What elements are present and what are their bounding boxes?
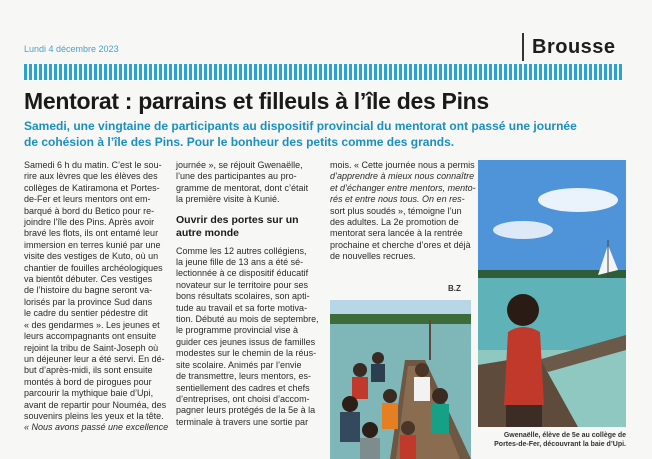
text-line: bravé les flots, ils ont entamé leur — [24, 228, 159, 239]
subheading-line: Ouvrir des portes sur un — [176, 213, 299, 226]
text-line: sentiellement des cadres et chefs — [176, 382, 310, 393]
text-line: d’entreprises, ont choisi d’accom- — [176, 393, 310, 404]
text-line: mois. « Cette journée nous a permis — [330, 160, 475, 170]
text-line: tude au travail et sa forte motiva- — [176, 302, 308, 313]
text-line: collèges de Katiramona et Portes- — [24, 182, 160, 193]
body-column-3 — [330, 160, 475, 263]
text-line: lectionnée à ce dispositif éducatif — [176, 268, 309, 279]
body-column-1 — [24, 160, 169, 434]
text-line: rire aux lèvres que les élèves des — [24, 171, 158, 182]
text-line: souvenirs pleins les yeux et la tête. — [24, 410, 164, 421]
section-stripes — [24, 64, 624, 80]
text-line: sort plus soudés », témoigne l’un — [330, 205, 462, 216]
lead-line: de cohésion à l’île des Pins. Pour le bonheur des petits comme des grands. — [24, 135, 455, 149]
text-line: « Nous avons passé une excellence — [24, 422, 169, 433]
text-line: gramme de mentorat, dont c’était — [176, 182, 309, 193]
article-lead — [24, 118, 628, 150]
text-line: l’une des participantes au pro- — [176, 171, 297, 182]
text-line: rés et entre nous tous. On en res- — [330, 194, 465, 205]
text-line: prochaine et cherche d’ores et déjà — [330, 239, 471, 250]
text-line: parcourir la mythique baie d’Upi, — [24, 388, 154, 399]
text-line: guider ces jeunes issus de familles — [176, 336, 316, 347]
text-line: modestes sur le chemin de la réus- — [176, 348, 317, 359]
text-line: lorisés par la province Sud dans — [24, 296, 153, 307]
text-line: le programme provincial vise à — [176, 325, 299, 336]
text-line: des adultes. La 2e promotion de — [330, 217, 459, 228]
bay-photo-illustration — [478, 160, 626, 427]
text-line: Comme les 12 autres collégiens, — [176, 245, 307, 256]
caption-line: Portes-de-Fer, découvrant la baie d’Upi. — [494, 441, 626, 448]
text-line: visite des vestiges de Kuto, où un — [24, 251, 159, 262]
text-line: la première visite à Kunié. — [176, 194, 280, 205]
text-line: de-Fer et leurs mentors ont em- — [24, 194, 151, 205]
text-line: joindre l’île des Pins. Après avoir — [24, 217, 155, 228]
text-line: terminale à travers une sortie par — [176, 416, 309, 427]
subheading — [176, 214, 318, 240]
text-line: et d’échanger entre mentors, mento- — [330, 182, 476, 193]
text-line: immersion en terres kunié par une — [24, 239, 161, 250]
text-line: rejoint la tribu de Saint-Joseph où — [24, 342, 159, 353]
text-line: un déjeuner leur a été servi. En dé- — [24, 353, 165, 364]
date-line: Lundi 4 décembre 2023 — [24, 44, 119, 54]
author-signature: B.Z — [448, 284, 461, 293]
photo-gwenaelle-bay — [478, 160, 626, 427]
pirogue-photo-illustration — [330, 300, 471, 459]
text-line: va bientôt débuter. Ces vestiges — [24, 274, 153, 285]
caption-line: Gwenaëlle, élève de 5e au collège de — [503, 432, 626, 439]
text-line: de l’histoire du bagne seront va- — [24, 285, 153, 296]
text-line: de transmettre, leurs mentors, es- — [176, 371, 312, 382]
text-line: mentorat sera lancée à la rentrée — [330, 228, 463, 239]
text-line: de nouvelles recrues. — [330, 251, 416, 262]
photo-caption — [480, 431, 626, 449]
text-line: pagner leurs protégés de la 5e à la — [176, 405, 316, 416]
text-line: site scolaire. Animés par l’envie — [176, 359, 302, 370]
text-line: avant de repartir pour Nouméa, des — [24, 399, 167, 410]
text-line: tion. Débuté au mois de septembre, — [176, 314, 319, 325]
text-line: but d’après-midi, ils sont ensuite — [24, 365, 153, 376]
text-line: la jeune fille de 13 ans a été sé- — [176, 257, 304, 268]
text-line: journée », se réjouit Gwenaëlle, — [176, 160, 303, 170]
article-title: Mentorat : parrains et filleuls à l’île des Pins — [24, 88, 489, 114]
section-name: Brousse — [532, 36, 616, 58]
text-line: novateur sur le territoire pour ses — [176, 279, 309, 290]
lead-line: Samedi, une vingtaine de participants au dispositif provincial du mentorat ont passé une journée — [24, 119, 577, 133]
text-line: chantier de fouilles archéologiques — [24, 262, 163, 273]
text-line: leurs accompagnants ont ensuite — [24, 331, 157, 342]
photo-pirogue-group — [330, 300, 471, 459]
text-line: montés à bord de pirogues pour — [24, 376, 152, 387]
text-line: barqué à bord du Betico pour re- — [24, 205, 155, 216]
body-column-2 — [176, 160, 318, 428]
text-line: bons résultats scolaires, son apti- — [176, 291, 310, 302]
text-line: d’apprendre à mieux nous connaître — [330, 171, 475, 182]
text-line: Samedi 6 h du matin. C’est le sou- — [24, 160, 162, 170]
subheading-line: autre monde — [176, 226, 240, 239]
text-line: le cadre du sentier pédestre dit — [24, 308, 148, 319]
text-line: « des gendarmes ». Les jeunes et — [24, 319, 160, 330]
